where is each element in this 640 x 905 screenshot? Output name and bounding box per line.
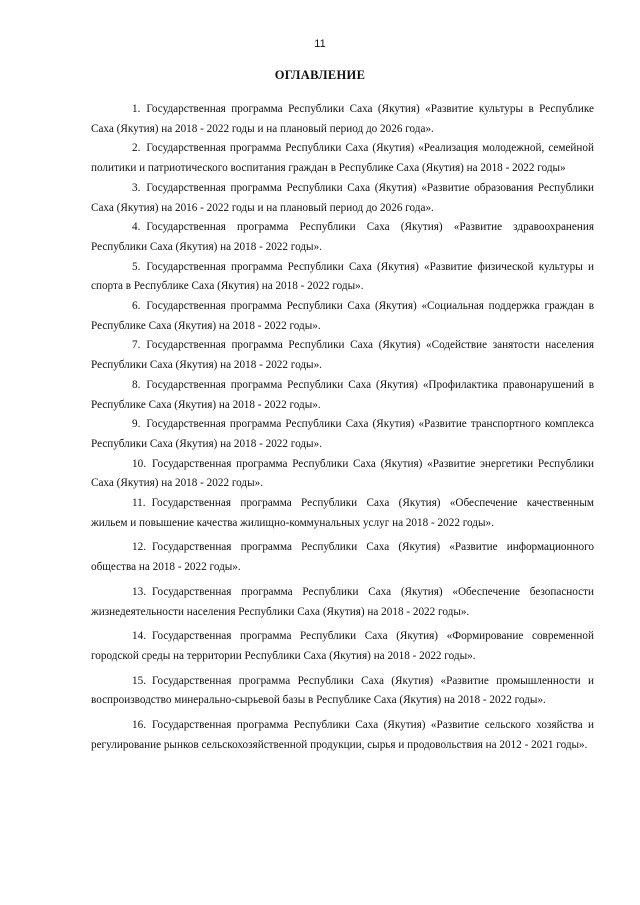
- toc-item-text: Государственная программа Республики Саха (Якутия) «Формирование современной городской среды на территории Республики Саха (Якутия) на 2018 - 2022 годы».: [91, 630, 594, 662]
- toc-item-10: [91, 455, 594, 494]
- page-title: ОГЛАВЛЕНИЕ: [274, 68, 366, 82]
- toc-item-text: Государственная программа Республики Саха (Якутия) «Развитие промышленности и воспроизводство минерально-сырьевой базы в Республике Саха (Якутия) на 2018 - 2022 годы».: [91, 674, 594, 707]
- toc-item-4: [91, 218, 594, 257]
- toc-item-number: 5.: [132, 260, 141, 273]
- toc-item-number: 3.: [132, 181, 141, 194]
- toc-item-text: Государственная программа Республики Саха (Якутия) «Обеспечение безопасности жизнедеятельности населения Республики Саха (Якутия) на 2018 - 2022 годы».: [91, 585, 594, 618]
- toc-item-text: Государственная программа Республики Саха (Якутия) «Профилактика правонарушений в Республике Саха (Якутия) на 2018 - 2022 годы».: [91, 378, 594, 411]
- toc-item-text: Государственная программа Республики Саха (Якутия) «Развитие информационного общества на 2018 - 2022 годы».: [91, 541, 594, 574]
- toc-item-5: [91, 258, 594, 297]
- toc-item-text: Государственная программа Республики Саха (Якутия) «Реализация молодежной, семейной политики и патриотического воспитания граждан в Республике Саха (Якутия) на 2018 - 2022 годы»: [91, 142, 594, 175]
- toc-item-number: 9.: [132, 418, 141, 431]
- toc-item-text: Государственная программа Республики Саха (Якутия) «Развитие здравоохранения Республики Саха (Якутия) на 2018 - 2022 годы».: [91, 221, 594, 253]
- toc-item-7: [91, 336, 594, 375]
- toc-item-number: 7.: [132, 339, 141, 352]
- toc-list: [91, 100, 594, 756]
- toc-item-number: 10.: [132, 457, 146, 470]
- toc-item-number: 13.: [132, 585, 146, 598]
- toc-item-3: [91, 179, 594, 218]
- toc-item-number: 14.: [132, 630, 146, 643]
- toc-item-number: 6.: [132, 300, 141, 313]
- toc-item-11: [91, 494, 594, 533]
- toc-item-2: [91, 139, 594, 178]
- toc-item-text: Государственная программа Республики Саха (Якутия) «Развитие сельского хозяйства и регулирование рынков сельскохозяйственной продукции, сырья и продовольствия на 2012 - 2021 годы».: [91, 719, 594, 751]
- toc-item-12: [91, 538, 594, 577]
- toc-item-text: Государственная программа Республики Саха (Якутия) «Обеспечение качественным жильем и повышение качества жилищно-коммунальных услуг на 2018 - 2022 годы».: [91, 497, 594, 529]
- toc-item-number: 4.: [132, 221, 141, 234]
- toc-item-number: 12.: [132, 541, 146, 554]
- toc-item-text: Государственная программа Республики Саха (Якутия) «Социальная поддержка граждан в Республике Саха (Якутия) на 2018 - 2022 годы».: [91, 300, 594, 332]
- toc-item-16: [91, 716, 594, 755]
- toc-item-text: Государственная программа Республики Саха (Якутия) «Содействие занятости населения Республики Саха (Якутия) на 2018 - 2022 годы».: [91, 339, 594, 372]
- toc-item-text: Государственная программа Республики Саха (Якутия) «Развитие образования Республики Саха (Якутия) на 2016 - 2022 годы и на плановый период до 2026 года».: [91, 181, 594, 214]
- toc-item-number: 16.: [132, 719, 146, 732]
- toc-item-text: Государственная программа Республики Саха (Якутия) «Развитие энергетики Республики Саха (Якутия) на 2018 - 2022 годы».: [91, 457, 594, 490]
- toc-item-13: [91, 583, 594, 622]
- toc-item-8: [91, 376, 594, 415]
- toc-item-15: [91, 672, 594, 711]
- page-number: 11: [314, 38, 326, 50]
- toc-item-number: 2.: [132, 142, 141, 155]
- toc-item-number: 15.: [132, 674, 146, 687]
- toc-item-number: 1.: [132, 103, 141, 115]
- toc-item-9: [91, 415, 594, 454]
- toc-item-text: Государственная программа Республики Саха (Якутия) «Развитие физической культуры и спорта в Республике Саха (Якутия) на 2018 - 2022 годы».: [91, 260, 594, 293]
- toc-item-number: 8.: [132, 378, 141, 391]
- toc-item-text: Государственная программа Республики Саха (Якутия) «Развитие культуры в Республике Саха (Якутия) на 2018 - 2022 годы и на плановый период до 2026 года».: [91, 103, 594, 135]
- toc-item-14: [91, 627, 594, 666]
- toc-item-6: [91, 297, 594, 336]
- toc-item-text: Государственная программа Республики Саха (Якутия) «Развитие транспортного комплекса Республики Саха (Якутия) на 2018 - 2022 годы».: [91, 418, 594, 450]
- toc-item-1: [91, 100, 594, 139]
- toc-item-number: 11.: [132, 497, 146, 510]
